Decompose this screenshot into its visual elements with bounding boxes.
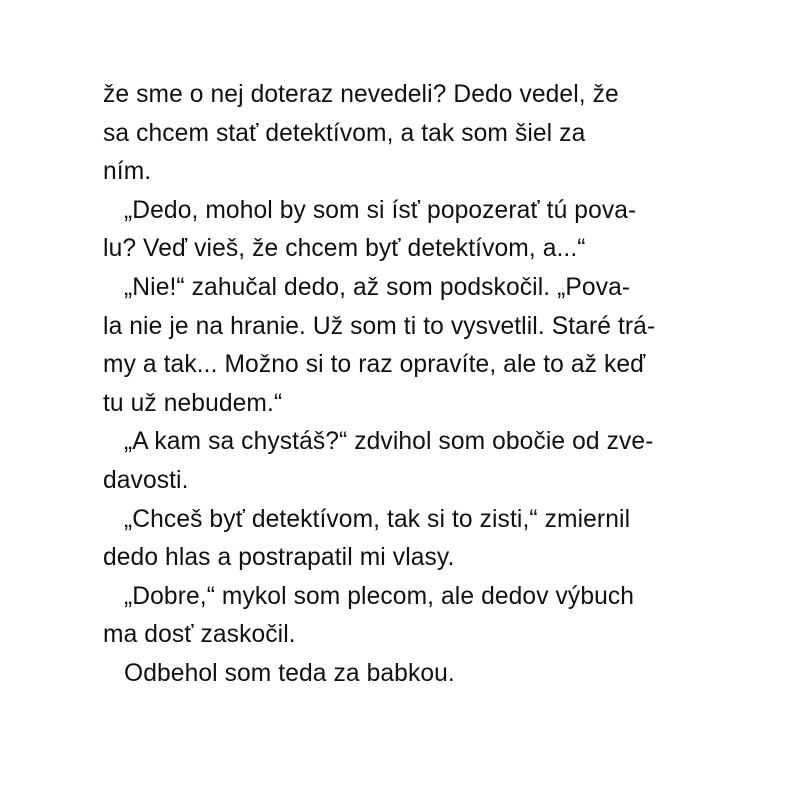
text-line: „Nie!“ zahučal dedo, až som podskočil. „Pova-: [124, 273, 631, 301]
text-line: lu? Veď vieš, že chcem byť detektívom, a...“: [103, 235, 586, 263]
text-line: „Dobre,“ mykol som plecom, ale dedov výbuch: [124, 582, 635, 610]
text-line: Odbehol som teda za babkou.: [124, 659, 455, 687]
body-text: [103, 76, 703, 694]
text-line: davosti.: [103, 466, 189, 494]
text-line: la nie je na hranie. Už som ti to vysvetlil. Staré trá-: [103, 312, 656, 340]
text-line: ma dosť zaskočil.: [103, 621, 296, 649]
text-line: my a tak... Možno si to raz opravíte, ale to až keď: [103, 351, 646, 379]
text-line: sa chcem stať detektívom, a tak som šiel za: [103, 119, 586, 147]
text-line: „Dedo, mohol by som si ísť popozerať tú pova-: [124, 196, 637, 224]
text-line: že sme o nej doteraz nevedeli? Dedo vedel, že: [103, 81, 619, 108]
text-line: „Chceš byť detektívom, tak si to zisti,“ zmiernil: [124, 505, 631, 533]
text-line: „A kam sa chystáš?“ zdvihol som obočie od zve-: [124, 428, 654, 456]
text-line: ním.: [103, 158, 152, 186]
text-line: tu už nebudem.“: [103, 389, 283, 417]
text-line: dedo hlas a postrapatil mi vlasy.: [103, 544, 455, 572]
